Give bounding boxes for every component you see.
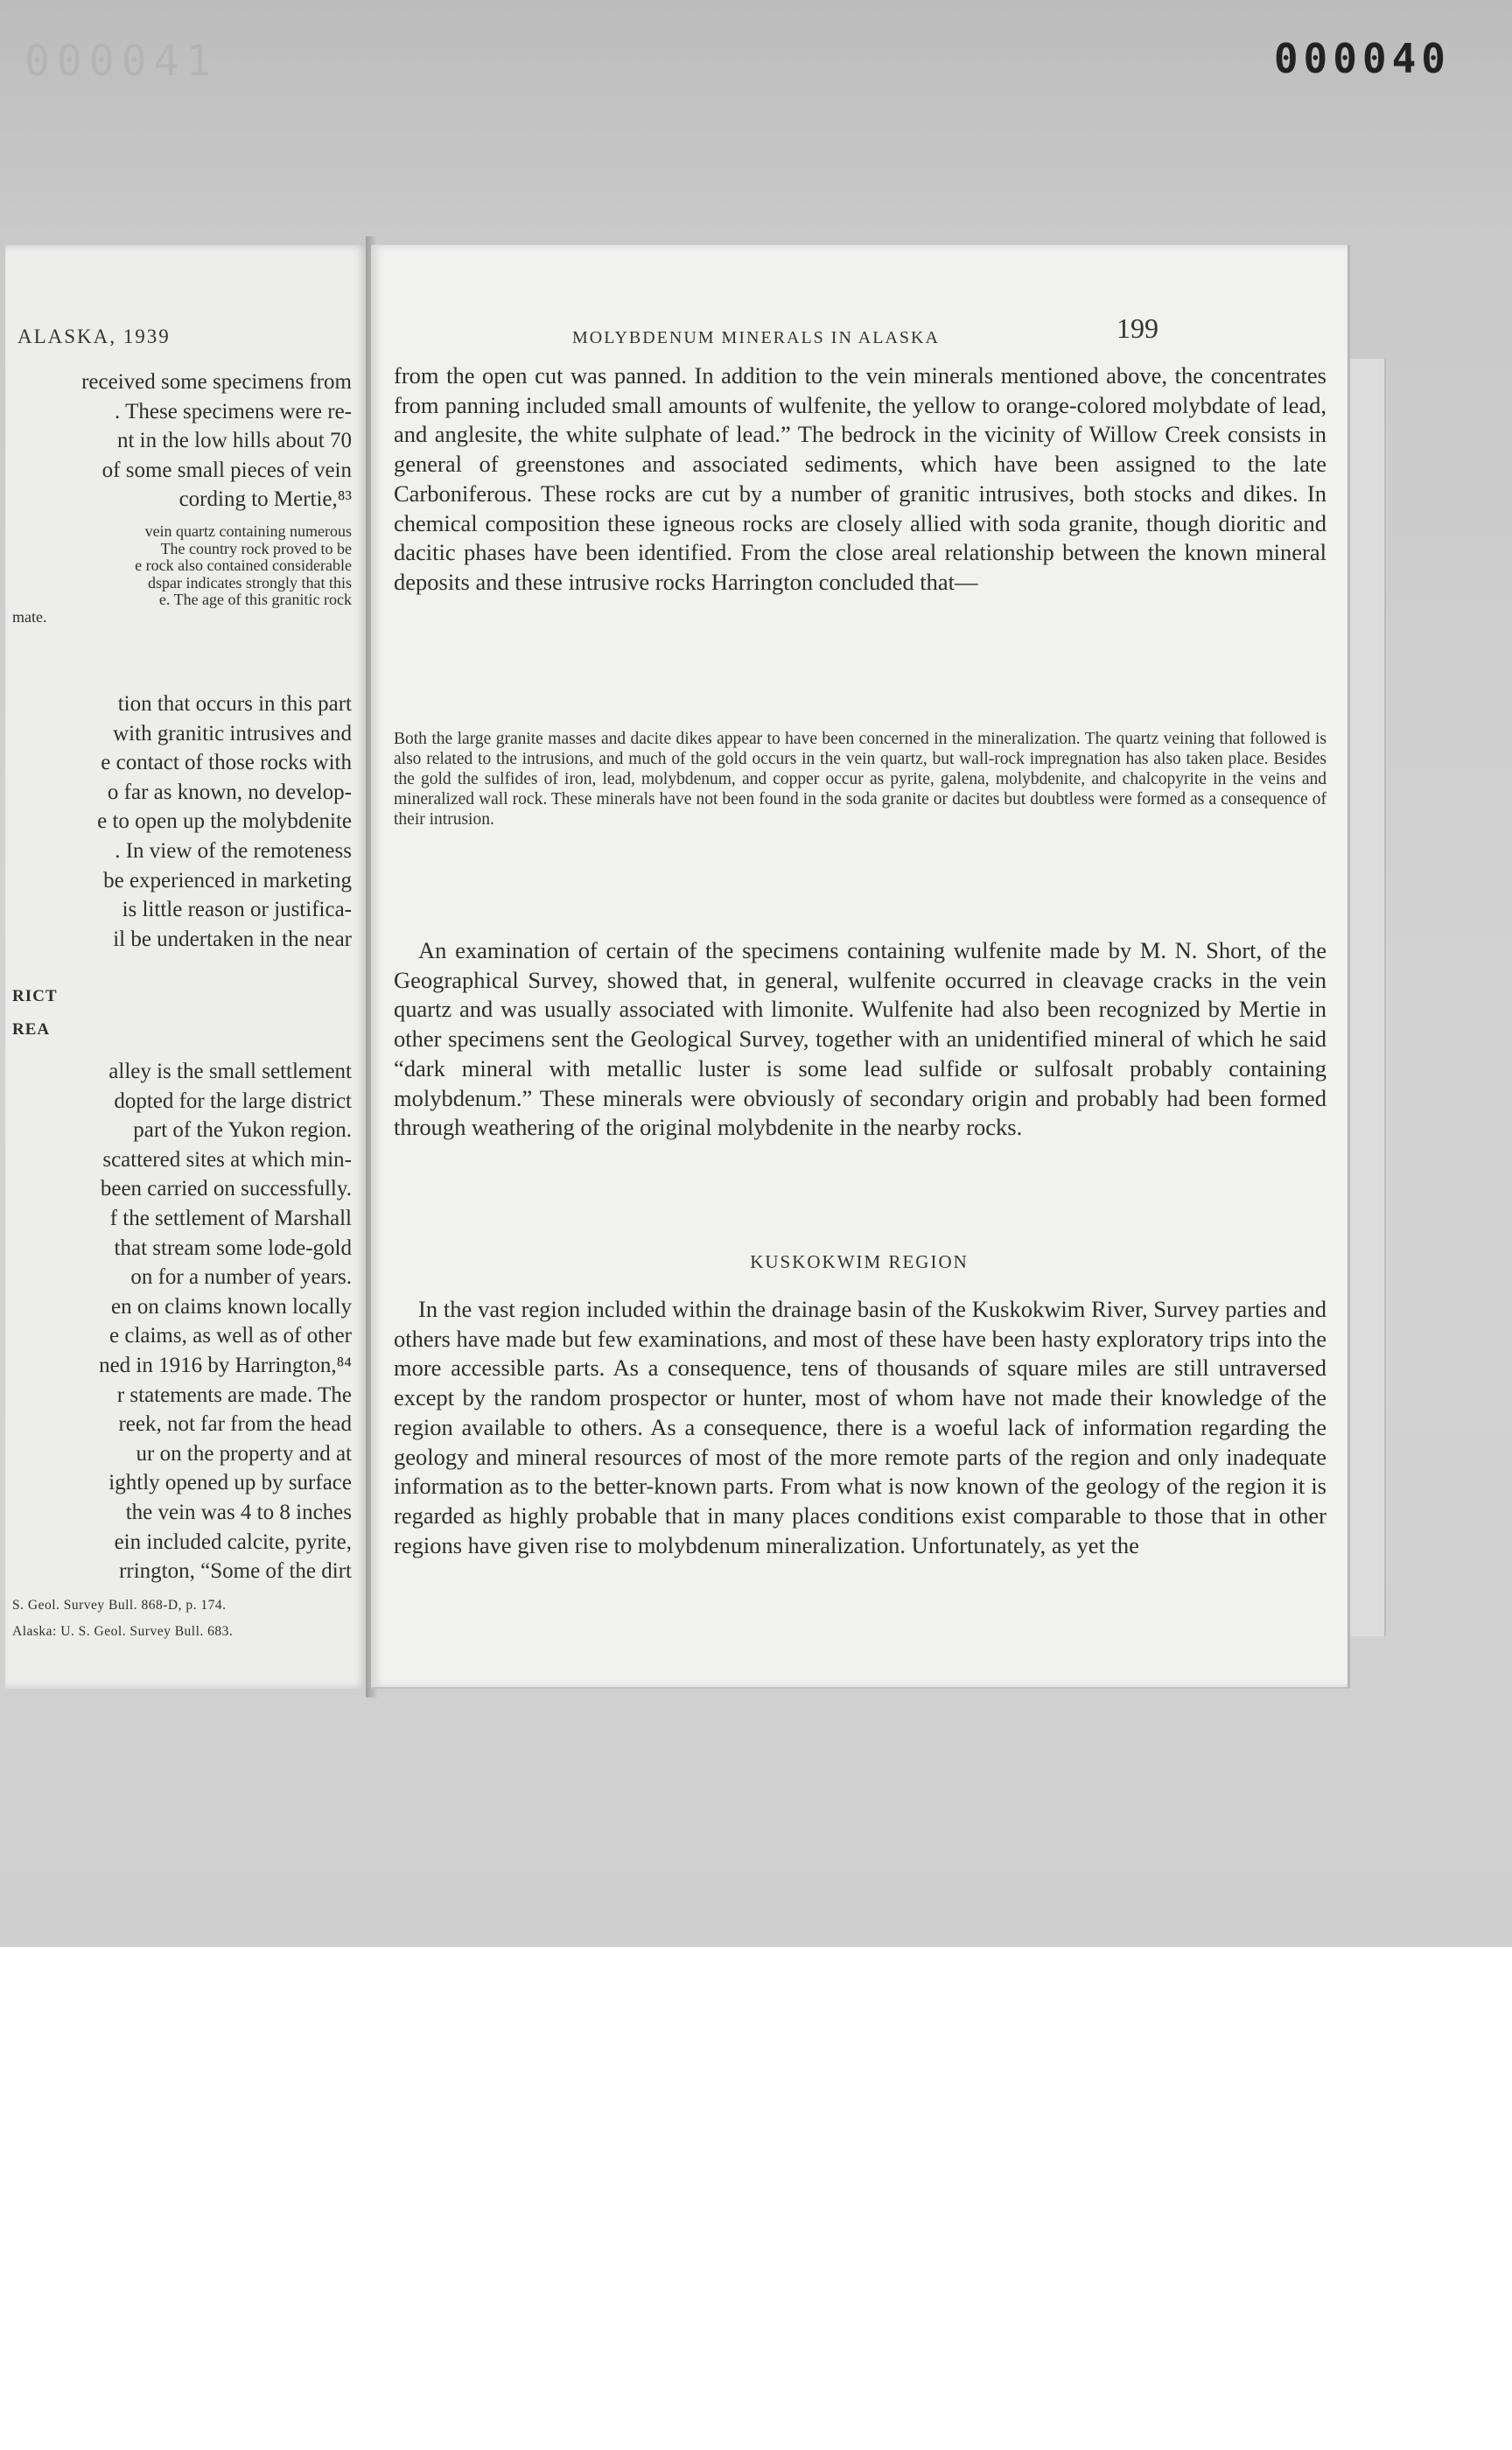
text-line: ightly opened up by surface [108,1471,352,1495]
text-line: cording to Mertie,⁸³ [178,487,352,512]
footnote: S. Geol. Survey Bull. 868-D, p. 174. [12,1598,227,1613]
left-paragraph-1 [5,368,368,514]
section-heading: KUSKOKWIM REGION [750,1251,969,1272]
text-line: The country rock proved to be [160,540,352,557]
left-subheading-1: RICT [12,987,58,1005]
text-line: e contact of those rocks with [101,751,352,775]
left-footnotes [5,1592,368,1645]
text-line: e claims, as well as of other [109,1324,352,1348]
right-page [371,245,1350,1689]
text-line: received some specimens from [81,370,352,394]
page-number: 199 [1116,312,1158,344]
left-paragraph-2 [5,690,368,954]
text-line: been carried on successfully. [100,1177,352,1201]
text-line: part of the Yukon region. [133,1118,352,1143]
document-stamp-number: 000040 [1273,35,1451,82]
text-line: e rock also contained considerable [135,557,352,574]
paragraph-kuskokwim [394,1295,1326,1560]
text-line: of some small pieces of vein [102,458,352,482]
left-running-head: ALASKA, 1939 [18,326,171,347]
text-line: rrington, “Some of the dirt [119,1559,352,1584]
left-quote [5,523,368,626]
text-line: il be undertaken in the near [113,927,352,951]
text-line: alley is the small settlement [108,1060,352,1083]
paragraph-willow-creek [394,361,1326,598]
text-line: dspar indicates strongly that this [148,574,352,592]
text-line: o far as known, no develop- [107,780,352,804]
text-line: is little reason or justifica- [122,898,352,922]
text-line: f the settlement of Marshall [109,1206,352,1230]
left-page [5,245,368,1689]
faded-stamp-number: 000041 [24,37,219,86]
footnote: Alaska: U. S. Geol. Survey Bull. 683. [12,1624,234,1639]
page-edge [1344,359,1386,1636]
text-line: mate. [12,608,47,626]
text-line: . These specimens were re- [115,399,352,424]
text-line: reek, not far from the head [118,1412,352,1437]
text-line: e to open up the molybdenite [97,809,352,834]
text-line: ned in 1916 by Harrington,⁸⁴ [99,1353,352,1377]
text-line: r statements are made. The [116,1382,352,1407]
text-line: en on claims known locally [111,1294,352,1319]
left-subheading-2: REA [12,1020,51,1039]
text-line: scattered sites at which min- [102,1147,352,1172]
text-line: tion that occurs in this part [117,692,352,716]
text-line: be experienced in marketing [103,868,352,892]
text-line: with granitic intrusives and [113,721,352,746]
body-paragraph: In the vast region included within the drainage basin of the Kuskokwim River, Survey parties and others have made but few examinations, and most of these have been hasty exploratory trips into the more accessible parts. As a consequence, tens of thousands of square miles are still untraversed except by the random prospector or hunter, most of whom have not made their knowledge of the region available to others. As a consequence, there is a woeful lack of information regarding the geology and mineral resources of most of the more remote parts of the region and only inadequate information as to the better-known parts. From what is now known of the geology of the region it is regarded as highly probable that in many places conditions exist comparable to those that in other regions have given rise to molybdenum mineralization. Unfortunately, as yet the [394,1296,1326,1558]
text-line: that stream some lode-gold [114,1236,352,1260]
text-line: ur on the property and at [136,1441,352,1466]
body-paragraph: An examination of certain of the specimens containing wulfenite made by M. N. Short, of the Geographical Survey, showed that, in general, wulfenite occurred in cleavage cracks in the vein quartz and was usually associated with limonite. Wulfenite had also been recognized by Mertie in other specimens sent the Geological Survey, together with an unidentified mineral of which he said “dark mineral with metallic luster is some lead sulfide or sulfosalt probably containing molybdenum.” These minerals were obviously of secondary origin and probably had been formed through weathering of the original molybdenite in the nearby rocks. [394,937,1326,1141]
text-line: on for a number of years. [130,1265,352,1290]
text-line: dopted for the large district [114,1088,352,1113]
left-paragraph-3 [5,1057,368,1586]
text-line: ein included calcite, pyrite, [114,1530,352,1554]
text-line: vein quartz containing numerous [144,523,352,540]
text-line: nt in the low hills about 70 [116,429,352,453]
text-line: e. The age of this granitic rock [158,592,352,608]
text-line: . In view of the remoteness [115,838,352,863]
running-head: MOLYBDENUM MINERALS IN ALASKA [572,328,940,347]
paragraph-wulfenite [394,936,1326,1143]
body-paragraph: from the open cut was panned. In addition to the vein minerals mentioned above, the concentrates from panning included small amounts of wulfenite, the yellow to orange-colored molybdate of lead, and anglesite, the white sulphate of lead.” The bedrock in the vicinity of Willow Creek consists in general of greenstones and associated sediments, which have been assigned to the late Carboniferous. These rocks are cut by a number of granitic intrusives, both stocks and dikes. In chemical composition these igneous rocks are closely allied with soda granite, though dioritic and dacitic phases have been identified. From the close areal relationship between the known mineral deposits and these intrusive rocks Harrington concluded that— [394,362,1326,595]
block-quote-harrington: Both the large granite masses and dacite dikes appear to have been concerned in the mineralization. The quartz veining that followed is also related to the intrusions, and much of the gold occurs in the vein quartz, but wall-rock impregnation has also taken place. Besides the gold the sulfides of iron, lead, molybdenum, and copper occur as pyrite, galena, molybdenite, and chalcopyrite in the veins and mineralized wall rock. These minerals have not been found in the soda granite or dacites but doubtless were formed as a consequence of their intrusion. [394,730,1326,829]
text-line: the vein was 4 to 8 inches [125,1500,352,1524]
